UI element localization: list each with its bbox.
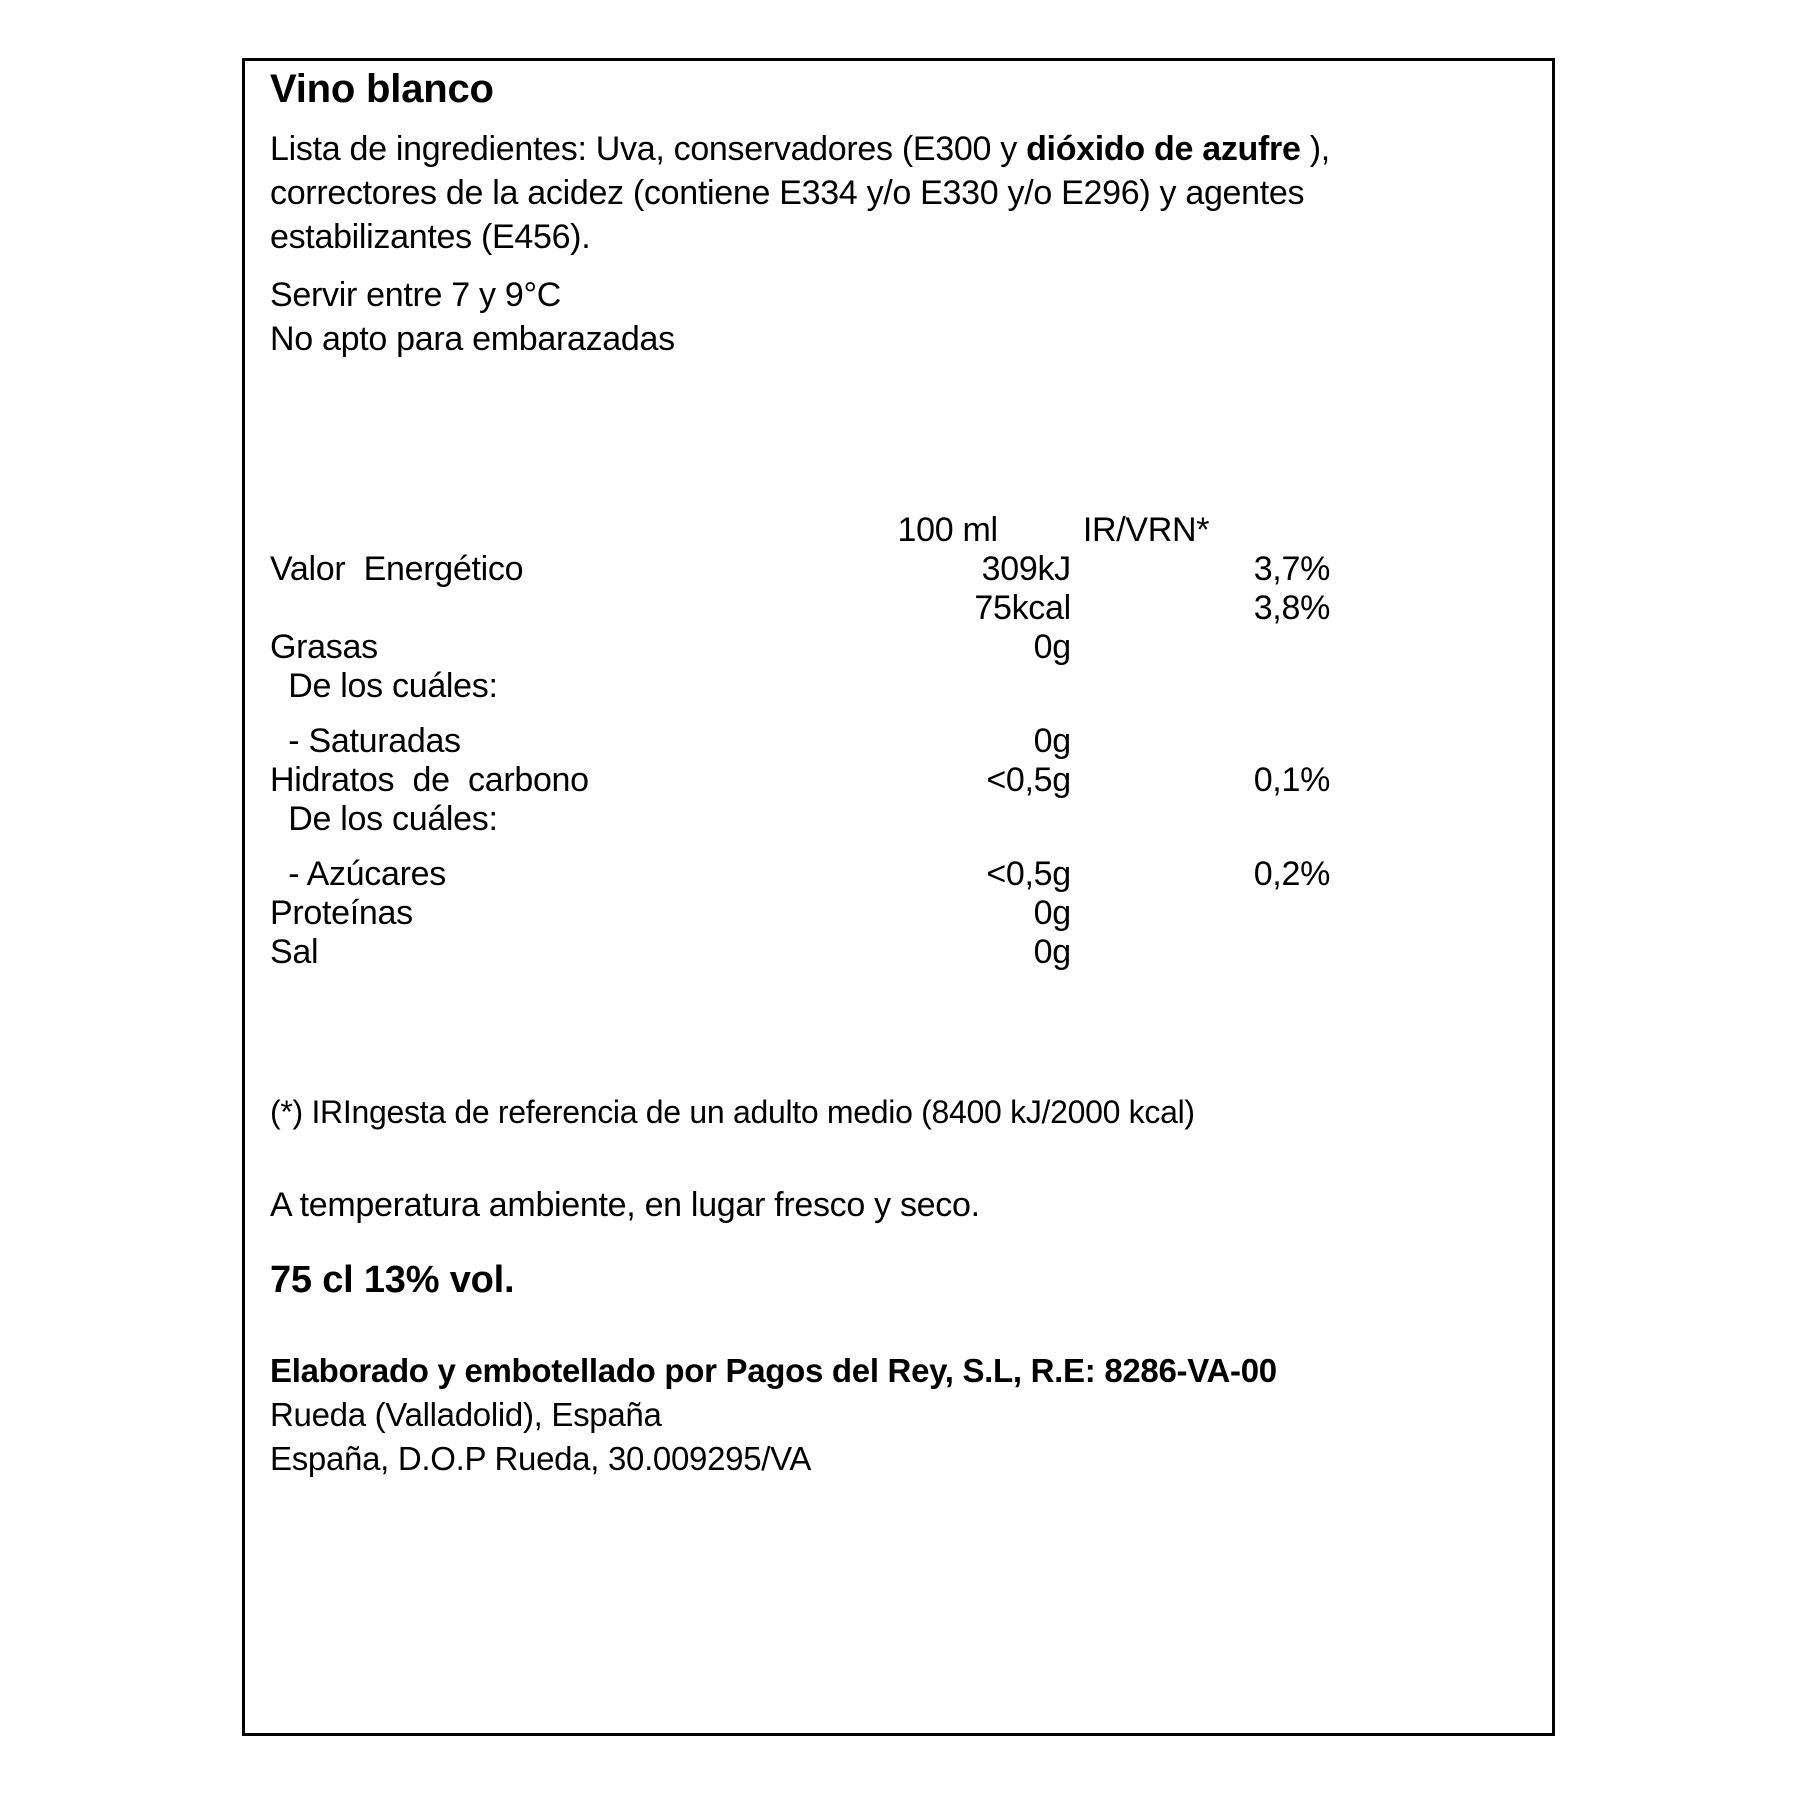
- storage-instructions-block: [270, 1183, 980, 1227]
- nutrient-reference-intake: [1071, 628, 1330, 667]
- ingredients-line-1-post: ),: [1300, 130, 1330, 168]
- ingredients-line-1: [270, 127, 1534, 171]
- nutrient-reference-intake: 3,7%: [1253, 550, 1330, 588]
- nutrition-row: [270, 628, 1330, 667]
- producer-origin-line: España, D.O.P Rueda, 30.009295/VA: [270, 1440, 812, 1477]
- ingredients-line-3: estabilizantes (E456).: [270, 218, 591, 256]
- page-title: Vino blanco: [270, 67, 494, 111]
- nutrition-header-blank: [270, 511, 824, 550]
- nutrient-value: 0g: [1033, 722, 1071, 760]
- nutrient-name: - Azúcares: [270, 855, 446, 893]
- nutrient-name: Hidratos de carbono: [270, 761, 589, 799]
- nutrition-row: [270, 855, 1330, 894]
- nutrient-value: 309kJ: [981, 550, 1071, 588]
- serving-temperature: Servir entre 7 y 9°C: [270, 276, 562, 314]
- nutrition-row: [270, 550, 1330, 589]
- nutrition-table-block: [270, 511, 1330, 972]
- nutrition-row: [270, 894, 1330, 933]
- nutrient-value: <0,5g: [986, 761, 1071, 799]
- allergen-highlight: dióxido de azufre: [1026, 130, 1301, 168]
- nutrient-value: 0g: [1033, 894, 1071, 932]
- reference-intake-note-block: [270, 1091, 1195, 1133]
- nutrient-reference-intake: 0,1%: [1253, 761, 1330, 799]
- nutrient-value: [824, 800, 1071, 839]
- nutrient-value: 0g: [1033, 933, 1071, 971]
- volume-alcohol-value: 75 cl 13% vol.: [270, 1259, 515, 1301]
- nutrition-row: [270, 589, 1330, 628]
- nutrient-value: 0g: [1033, 628, 1071, 666]
- nutrition-row: [270, 722, 1330, 761]
- product-label-panel: [242, 58, 1555, 1736]
- nutrient-value: <0,5g: [986, 855, 1071, 893]
- nutrition-header-ri: IR/VRN*: [1082, 511, 1210, 549]
- nutrient-name: Sal: [270, 933, 319, 971]
- pregnancy-warning: No apto para embarazadas: [270, 320, 675, 358]
- ingredients-line-1-pre: Lista de ingredientes: Uva, conservadores (E300 y: [270, 130, 1027, 168]
- ingredients-block: [270, 127, 1534, 259]
- reference-intake-note: (*) IRIngesta de referencia de un adulto medio (8400 kJ/2000 kcal): [270, 1094, 1195, 1130]
- nutrition-table-header-row: [270, 511, 1330, 550]
- nutrition-row-spacer: [270, 839, 1330, 855]
- nutrient-reference-intake: [1071, 933, 1330, 972]
- nutrient-value: [824, 667, 1071, 706]
- nutrition-row: [270, 667, 1330, 706]
- nutrition-header-serving: 100 ml: [897, 511, 998, 549]
- nutrition-table: [270, 511, 1330, 972]
- storage-instructions: A temperatura ambiente, en lugar fresco y seco.: [270, 1186, 980, 1224]
- producer-block: [270, 1349, 1277, 1481]
- nutrient-name: Grasas: [270, 628, 378, 666]
- nutrient-name: [270, 589, 824, 628]
- nutrient-reference-intake: [1071, 894, 1330, 933]
- nutrient-name: Valor Energético: [270, 550, 524, 588]
- nutrient-reference-intake: 0,2%: [1253, 855, 1330, 893]
- nutrition-row: [270, 800, 1330, 839]
- serving-info-block: [270, 273, 1534, 361]
- nutrient-reference-intake: [1071, 800, 1330, 839]
- ingredients-line-2: correctores de la acidez (contiene E334 y/o E330 y/o E296) y agentes: [270, 174, 1305, 212]
- producer-name-line: Elaborado y embotellado por Pagos del Rey, S.L, R.E: 8286-VA-00: [270, 1352, 1277, 1389]
- nutrient-name: De los cuáles:: [270, 667, 498, 705]
- nutrient-name: Proteínas: [270, 894, 413, 932]
- nutrition-row: [270, 933, 1330, 972]
- nutrition-row: [270, 761, 1330, 800]
- nutrition-table-body: [270, 550, 1330, 972]
- nutrient-reference-intake: 3,8%: [1253, 589, 1330, 627]
- nutrient-reference-intake: [1071, 667, 1330, 706]
- producer-address-line: Rueda (Valladolid), España: [270, 1396, 662, 1433]
- nutrient-name: - Saturadas: [270, 722, 461, 760]
- volume-alcohol-block: [270, 1259, 514, 1302]
- nutrition-row-spacer: [270, 706, 1330, 722]
- nutrient-value: 75kcal: [974, 589, 1071, 627]
- product-title-block: [270, 69, 1534, 109]
- nutrient-reference-intake: [1071, 722, 1330, 761]
- nutrient-name: De los cuáles:: [270, 800, 498, 838]
